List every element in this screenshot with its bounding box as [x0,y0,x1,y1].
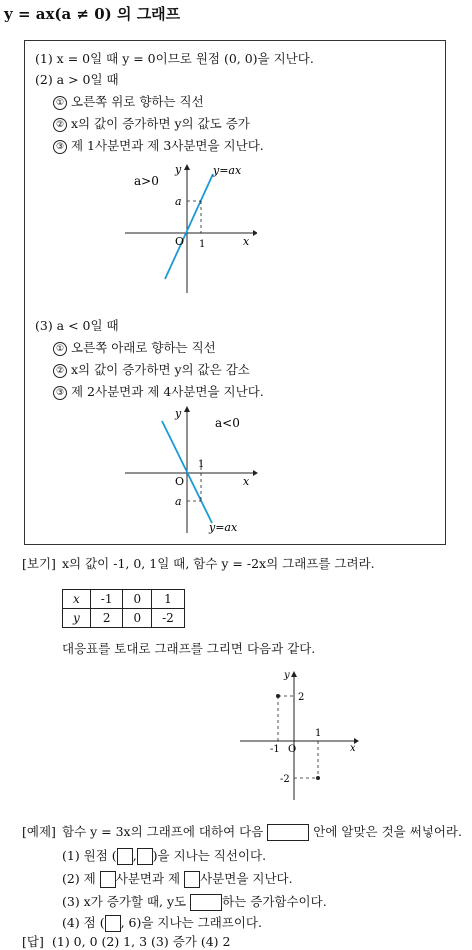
y-axis-arrow [184,406,190,412]
answer-blank[interactable] [117,848,133,865]
answer-blank[interactable] [190,894,222,911]
property-2-heading: (2) a > 0일 때 [35,72,119,87]
problem-label: [예제] [22,824,56,839]
question-2: (2) 제 사분면과 제 사분면을 지난다. [62,871,293,886]
answer-label: [답] [22,934,44,949]
table-cell: x [63,590,91,609]
property-2-item-3: ③ 제 1사분면과 제 3사분면을 지난다. [53,136,264,154]
property-1: (1) x = 0일 때 y = 0이므로 원점 (0, 0)을 지난다. [35,51,314,66]
y-axis-label: y [175,407,182,420]
property-3-item-3: ③ 제 2사분면과 제 4사분면을 지난다. [53,382,264,400]
answer-blank[interactable] [100,871,116,888]
one-label: 1 [198,459,205,470]
question-1: (1) 원점 ( , )을 지나는 직선이다. [62,848,267,863]
table-cell: 2 [90,609,123,628]
answer-blank[interactable] [137,848,153,865]
property-2-item-2: ② x의 값이 증가하면 y의 값도 증가 [53,114,250,132]
table-cell: -1 [90,590,123,609]
graph-positive-slope [117,161,257,296]
answer-blank[interactable] [105,915,121,932]
question-3: (3) x가 증가할 때, y도 하는 증가함수이다. [62,894,327,909]
question-4: (4) 점 ( , 6)을 지나는 그래프이다. [62,915,262,930]
x-axis-label: x [243,235,250,248]
condition-label: a>0 [134,174,159,188]
property-2-item-1: ① 오른쪽 위로 향하는 직선 [53,92,204,110]
circled-number: ① [53,96,67,110]
tick-1: 1 [315,728,322,739]
example-text: x의 값이 -1, 0, 1일 때, 함수 y = -2x의 그래프를 그려라. [62,556,375,571]
answer-blank[interactable] [184,871,200,888]
property-3-item-1: ① 오른쪽 아래로 향하는 직선 [53,338,216,356]
answer-text: (1) 0, 0 (2) 1, 3 (3) 증가 (4) 2 [52,934,231,949]
page-title: y = ax(a ≠ 0) 의 그래프 [4,5,181,23]
table-cell: 0 [123,590,152,609]
table-cell: -2 [152,609,185,628]
answer-blank[interactable] [267,824,309,841]
y-axis-label: y [284,670,290,681]
point-neg1-2 [276,694,280,698]
table-cell: 1 [152,590,185,609]
property-3-item-2: ② x의 값이 증가하면 y의 값은 감소 [53,360,250,378]
line-label: y=ax [209,521,238,534]
concept-box [24,40,446,545]
graph-line [165,174,213,279]
origin-label: O [288,744,297,755]
x-axis-arrow [253,470,258,476]
table-cell: y [63,609,91,628]
x-axis-arrow [253,230,257,236]
circled-number: ③ [53,386,67,400]
graph-negative-slope [117,403,267,543]
condition-label: a<0 [215,416,240,430]
x-axis-label: x [243,475,250,488]
tick-neg2: -2 [280,774,290,785]
circled-number: ② [53,364,67,378]
example-graph [236,666,366,806]
x-axis-label: x [350,743,356,754]
circled-number: ① [53,342,67,356]
table-row [63,609,185,628]
a-label: a [175,495,182,508]
a-label: a [175,195,182,208]
y-axis-arrow [184,164,190,170]
tick-2: 2 [298,692,305,703]
circled-number: ② [53,118,67,132]
table-cell: 0 [123,609,152,628]
y-axis-arrow [291,671,297,677]
line-label: y=ax [213,164,242,177]
circled-number: ③ [53,140,67,154]
example-label: [보기] [22,556,56,571]
property-3-heading: (3) a < 0일 때 [35,318,119,333]
origin-label: O [175,235,185,248]
point-1-neg2 [316,776,320,780]
table-row [63,590,185,609]
value-table [62,589,185,628]
example-after-text: 대응표를 토대로 그래프를 그리면 다음과 같다. [62,641,316,656]
y-axis-label: y [175,163,182,176]
problem-text: 함수 y = 3x의 그래프에 대하여 다음 안에 알맞은 것을 써넣어라. [62,824,462,839]
origin-label: O [175,475,185,488]
tick-neg1: -1 [270,744,280,755]
one-label: 1 [199,239,206,250]
